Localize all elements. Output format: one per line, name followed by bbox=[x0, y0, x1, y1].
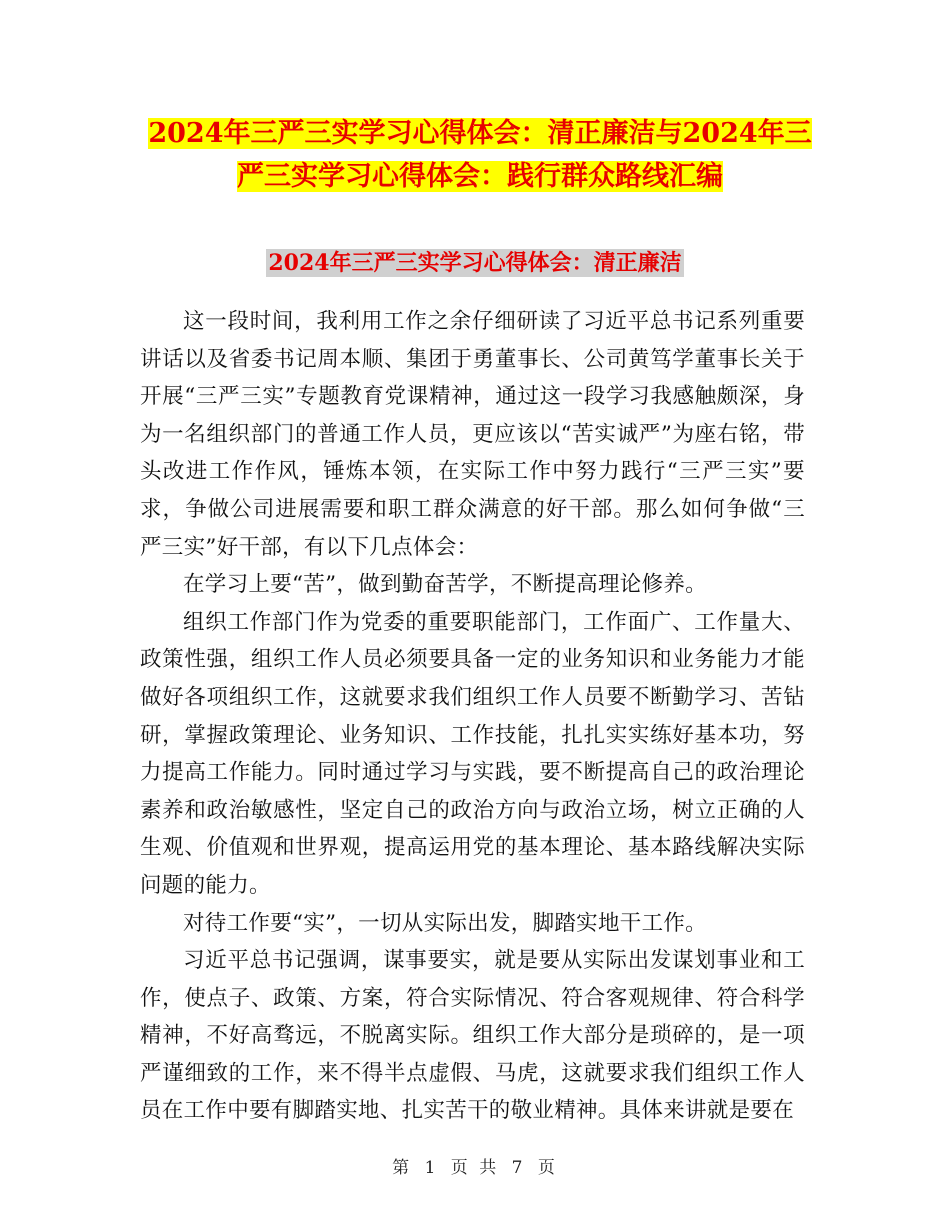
footer-middle: 页 共 bbox=[450, 1158, 500, 1178]
footer-suffix: 页 bbox=[537, 1158, 558, 1178]
footer-page-number: 1 bbox=[424, 1158, 439, 1178]
subtitle-text: 2024年三严三实学习心得体会：清正廉洁 bbox=[268, 250, 682, 276]
paragraph-5: 习近平总书记强调，谋事要实，就是要从实际出发谋划事业和工作，使点子、政策、方案，符合实际情况、符合客观规律、符合科学精神，不好高骛远，不脱离实际。组织工作大部分是琐碎的，是一项严谨细致的工作，来不得半点虚假、马虎，这就要求我们组织工作人员在工作中要有脚踏实地、扎实苦干的敬业精神。具体来讲就是要在 bbox=[140, 948, 805, 1124]
paragraph-1: 这一段时间，我利用工作之余仔细研读了习近平总书记系列重要讲话以及省委书记周本顺、集团于勇董事长、公司黄笃学董事长关于开展“三严三实”专题教育党课精神，通过这一段学习我感触颇深，身为一名组织部门的普通工作人员，更应该以“苦实诚严”为座右铭，带头改进工作作风，锤炼本领，在实际工作中努力践行“三严三实”要求，争做公司进展需要和职工群众满意的好干部。那么如何争做“三严三实”好干部，有以下几点体会： bbox=[140, 309, 805, 560]
paragraph-4: 对待工作要“实”，一切从实际出发，脚踏实地干工作。 bbox=[183, 910, 707, 936]
document-title bbox=[140, 112, 820, 198]
page-footer bbox=[0, 1153, 950, 1178]
title-line-1: 2024年三严三实学习心得体会：清正廉洁与2024年三 bbox=[148, 118, 812, 149]
paragraph-3: 组织工作部门作为党委的重要职能部门，工作面广、工作量大、政策性强，组织工作人员必须要具备一定的业务知识和业务能力才能做好各项组织工作，这就要求我们组织工作人员要不断勤学习、苦钻研，掌握政策理论、业务知识、工作技能，扎扎实实练好基本功，努力提高工作能力。同时通过学习与实践，要不断提高自己的政治理论素养和政治敏感性，坚定自己的政治方向与政治立场，树立正确的人生观、价值观和世界观，提高运用党的基本理论、基本路线解决实际问题的能力。 bbox=[140, 609, 805, 898]
title-line-2: 严三实学习心得体会：践行群众路线汇编 bbox=[237, 161, 723, 192]
paragraph-2: 在学习上要“苦”，做到勤奋苦学，不断提高理论修养。 bbox=[183, 572, 707, 598]
document-body bbox=[140, 303, 805, 1130]
footer-prefix: 第 bbox=[392, 1158, 413, 1178]
section-subtitle bbox=[0, 247, 950, 279]
footer-total-pages: 7 bbox=[511, 1158, 526, 1178]
